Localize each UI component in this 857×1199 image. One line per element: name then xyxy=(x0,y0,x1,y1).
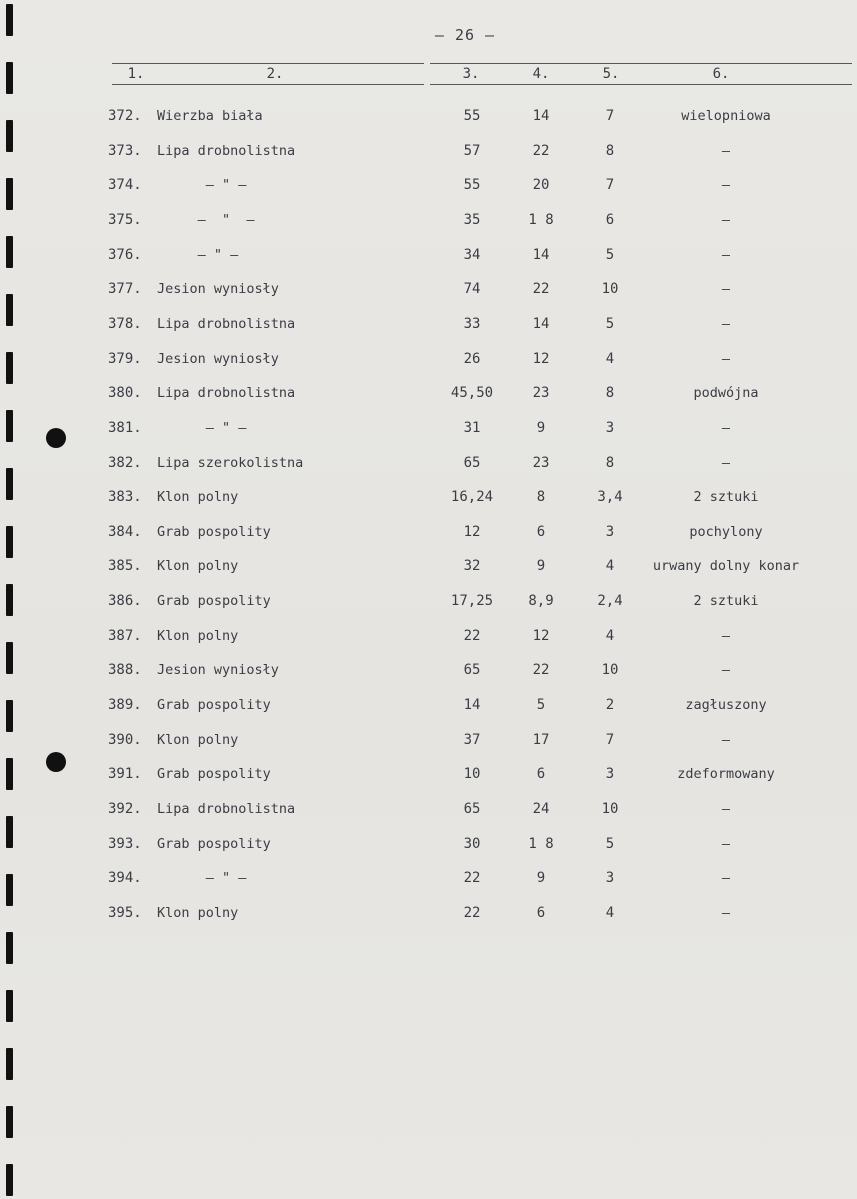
row-number: 377. xyxy=(108,281,142,297)
binding-hole xyxy=(6,1048,13,1080)
table-row xyxy=(0,385,857,405)
column-5-value: 4 xyxy=(605,905,615,921)
table-row xyxy=(0,281,857,301)
remarks: – xyxy=(721,836,731,852)
species-name: Lipa szerokolistna xyxy=(157,455,304,471)
column-4-value: 8,9 xyxy=(528,593,554,609)
column-5-value: 8 xyxy=(605,143,615,159)
column-header-3: 3. xyxy=(462,66,480,82)
table-row xyxy=(0,801,857,821)
remarks: zagłuszony xyxy=(685,697,767,713)
table-row xyxy=(0,697,857,717)
remarks: – xyxy=(721,177,731,193)
table-row xyxy=(0,455,857,475)
column-4-value: 9 xyxy=(536,558,546,574)
remarks: – xyxy=(721,455,731,471)
remarks: – xyxy=(721,247,731,263)
column-5-value: 5 xyxy=(605,247,615,263)
column-4-value: 14 xyxy=(532,316,550,332)
row-number: 392. xyxy=(108,801,142,817)
column-5-value: 2,4 xyxy=(597,593,623,609)
column-4-value: 12 xyxy=(532,628,550,644)
column-4-value: 9 xyxy=(536,420,546,436)
table-row xyxy=(0,143,857,163)
remarks: wielopniowa xyxy=(681,108,771,124)
row-number: 389. xyxy=(108,697,142,713)
binding-hole xyxy=(6,1164,13,1196)
remarks: – xyxy=(721,420,731,436)
header-rule xyxy=(430,84,852,85)
column-5-value: 8 xyxy=(605,455,615,471)
column-3-value: 57 xyxy=(463,143,481,159)
species-name: Jesion wyniosły xyxy=(157,662,279,678)
binding-hole xyxy=(6,4,13,36)
remarks: pochylony xyxy=(689,524,763,540)
species-name: Grab pospolity xyxy=(157,697,271,713)
table-row xyxy=(0,316,857,336)
row-number: 390. xyxy=(108,732,142,748)
remarks: – xyxy=(721,143,731,159)
column-5-value: 3 xyxy=(605,524,615,540)
row-number: 388. xyxy=(108,662,142,678)
column-3-value: 22 xyxy=(463,870,481,886)
column-5-value: 10 xyxy=(601,801,619,817)
column-3-value: 16,24 xyxy=(450,489,494,505)
column-3-value: 45,50 xyxy=(450,385,494,401)
column-3-value: 74 xyxy=(463,281,481,297)
column-4-value: 6 xyxy=(536,524,546,540)
column-4-value: 12 xyxy=(532,351,550,367)
column-5-value: 10 xyxy=(601,281,619,297)
species-name: Klon polny xyxy=(157,628,239,644)
row-number: 372. xyxy=(108,108,142,124)
column-3-value: 65 xyxy=(463,455,481,471)
remarks: podwójna xyxy=(693,385,759,401)
row-number: 387. xyxy=(108,628,142,644)
column-3-value: 34 xyxy=(463,247,481,263)
column-4-value: 23 xyxy=(532,455,550,471)
species-name: Lipa drobnolistna xyxy=(157,316,296,332)
binding-hole xyxy=(6,932,13,964)
row-number: 386. xyxy=(108,593,142,609)
table-row xyxy=(0,351,857,371)
table-row xyxy=(0,628,857,648)
row-number: 385. xyxy=(108,558,142,574)
column-3-value: 22 xyxy=(463,905,481,921)
column-4-value: 20 xyxy=(532,177,550,193)
table-row xyxy=(0,662,857,682)
row-number: 378. xyxy=(108,316,142,332)
column-3-value: 14 xyxy=(463,697,481,713)
column-4-value: 14 xyxy=(532,247,550,263)
species-name: Klon polny xyxy=(157,732,239,748)
column-5-value: 4 xyxy=(605,351,615,367)
column-4-value: 1 8 xyxy=(528,836,554,852)
remarks: – xyxy=(721,662,731,678)
remarks: – xyxy=(721,212,731,228)
table-row xyxy=(0,108,857,128)
column-3-value: 32 xyxy=(463,558,481,574)
column-3-value: 22 xyxy=(463,628,481,644)
table-row xyxy=(0,247,857,267)
species-name: Lipa drobnolistna xyxy=(157,801,296,817)
binding-hole xyxy=(6,62,13,94)
remarks: – xyxy=(721,870,731,886)
row-number: 395. xyxy=(108,905,142,921)
row-number: 374. xyxy=(108,177,142,193)
column-5-value: 3 xyxy=(605,420,615,436)
column-5-value: 10 xyxy=(601,662,619,678)
species-name: – " – xyxy=(157,212,255,228)
column-3-value: 55 xyxy=(463,177,481,193)
table-row xyxy=(0,905,857,925)
column-3-value: 65 xyxy=(463,662,481,678)
column-4-value: 22 xyxy=(532,662,550,678)
table-row xyxy=(0,870,857,890)
column-4-value: 22 xyxy=(532,143,550,159)
binding-hole xyxy=(6,1106,13,1138)
species-name: Grab pospolity xyxy=(157,836,271,852)
row-number: 373. xyxy=(108,143,142,159)
column-header-5: 5. xyxy=(602,66,620,82)
column-5-value: 7 xyxy=(605,108,615,124)
column-5-value: 4 xyxy=(605,628,615,644)
remarks: 2 sztuki xyxy=(693,489,759,505)
species-name: Grab pospolity xyxy=(157,524,271,540)
remarks: – xyxy=(721,732,731,748)
column-header-2: 2. xyxy=(266,66,284,82)
table-row xyxy=(0,732,857,752)
remarks: urwany dolny konar xyxy=(652,558,800,574)
column-3-value: 65 xyxy=(463,801,481,817)
column-4-value: 23 xyxy=(532,385,550,401)
species-name: Klon polny xyxy=(157,558,239,574)
column-5-value: 5 xyxy=(605,836,615,852)
species-name: Jesion wyniosły xyxy=(157,281,279,297)
column-3-value: 31 xyxy=(463,420,481,436)
column-5-value: 8 xyxy=(605,385,615,401)
column-header-1: 1. xyxy=(127,66,145,82)
species-name: Klon polny xyxy=(157,489,239,505)
column-5-value: 5 xyxy=(605,316,615,332)
row-number: 394. xyxy=(108,870,142,886)
row-number: 384. xyxy=(108,524,142,540)
column-3-value: 33 xyxy=(463,316,481,332)
column-4-value: 6 xyxy=(536,766,546,782)
column-3-value: 55 xyxy=(463,108,481,124)
column-5-value: 3,4 xyxy=(597,489,623,505)
species-name: Lipa drobnolistna xyxy=(157,385,296,401)
column-4-value: 1 8 xyxy=(528,212,554,228)
column-3-value: 17,25 xyxy=(450,593,494,609)
remarks: – xyxy=(721,351,731,367)
row-number: 379. xyxy=(108,351,142,367)
column-4-value: 6 xyxy=(536,905,546,921)
species-name: – " – xyxy=(157,420,247,436)
table-row xyxy=(0,836,857,856)
column-5-value: 2 xyxy=(605,697,615,713)
table-row xyxy=(0,420,857,440)
column-header-6: 6. xyxy=(712,66,730,82)
species-name: – " – xyxy=(157,247,239,263)
column-4-value: 8 xyxy=(536,489,546,505)
column-header-4: 4. xyxy=(532,66,550,82)
column-3-value: 12 xyxy=(463,524,481,540)
table-row xyxy=(0,524,857,544)
table-row xyxy=(0,489,857,509)
column-3-value: 30 xyxy=(463,836,481,852)
table-row xyxy=(0,766,857,786)
row-number: 391. xyxy=(108,766,142,782)
row-number: 382. xyxy=(108,455,142,471)
column-4-value: 5 xyxy=(536,697,546,713)
row-number: 383. xyxy=(108,489,142,505)
species-name: Grab pospolity xyxy=(157,593,271,609)
column-5-value: 3 xyxy=(605,766,615,782)
row-number: 380. xyxy=(108,385,142,401)
column-5-value: 4 xyxy=(605,558,615,574)
row-number: 375. xyxy=(108,212,142,228)
table-row xyxy=(0,212,857,232)
row-number: 393. xyxy=(108,836,142,852)
column-4-value: 9 xyxy=(536,870,546,886)
row-number: 381. xyxy=(108,420,142,436)
species-name: – " – xyxy=(157,870,247,886)
header-rule xyxy=(112,84,424,85)
header-rule xyxy=(430,63,852,64)
remarks: 2 sztuki xyxy=(693,593,759,609)
species-name: Jesion wyniosły xyxy=(157,351,279,367)
column-5-value: 3 xyxy=(605,870,615,886)
remarks: zdeformowany xyxy=(677,766,775,782)
species-name: Grab pospolity xyxy=(157,766,271,782)
table-row xyxy=(0,593,857,613)
page-number: – 26 – xyxy=(434,26,496,44)
column-5-value: 7 xyxy=(605,177,615,193)
column-3-value: 35 xyxy=(463,212,481,228)
species-name: – " – xyxy=(157,177,247,193)
species-name: Lipa drobnolistna xyxy=(157,143,296,159)
remarks: – xyxy=(721,281,731,297)
remarks: – xyxy=(721,905,731,921)
column-3-value: 10 xyxy=(463,766,481,782)
table-row xyxy=(0,177,857,197)
remarks: – xyxy=(721,801,731,817)
column-5-value: 6 xyxy=(605,212,615,228)
species-name: Klon polny xyxy=(157,905,239,921)
binding-hole xyxy=(6,990,13,1022)
header-rule xyxy=(112,63,424,64)
column-5-value: 7 xyxy=(605,732,615,748)
column-4-value: 17 xyxy=(532,732,550,748)
column-4-value: 14 xyxy=(532,108,550,124)
remarks: – xyxy=(721,316,731,332)
row-number: 376. xyxy=(108,247,142,263)
species-name: Wierzba biała xyxy=(157,108,263,124)
column-3-value: 26 xyxy=(463,351,481,367)
column-4-value: 24 xyxy=(532,801,550,817)
table-row xyxy=(0,558,857,578)
column-3-value: 37 xyxy=(463,732,481,748)
column-4-value: 22 xyxy=(532,281,550,297)
remarks: – xyxy=(721,628,731,644)
